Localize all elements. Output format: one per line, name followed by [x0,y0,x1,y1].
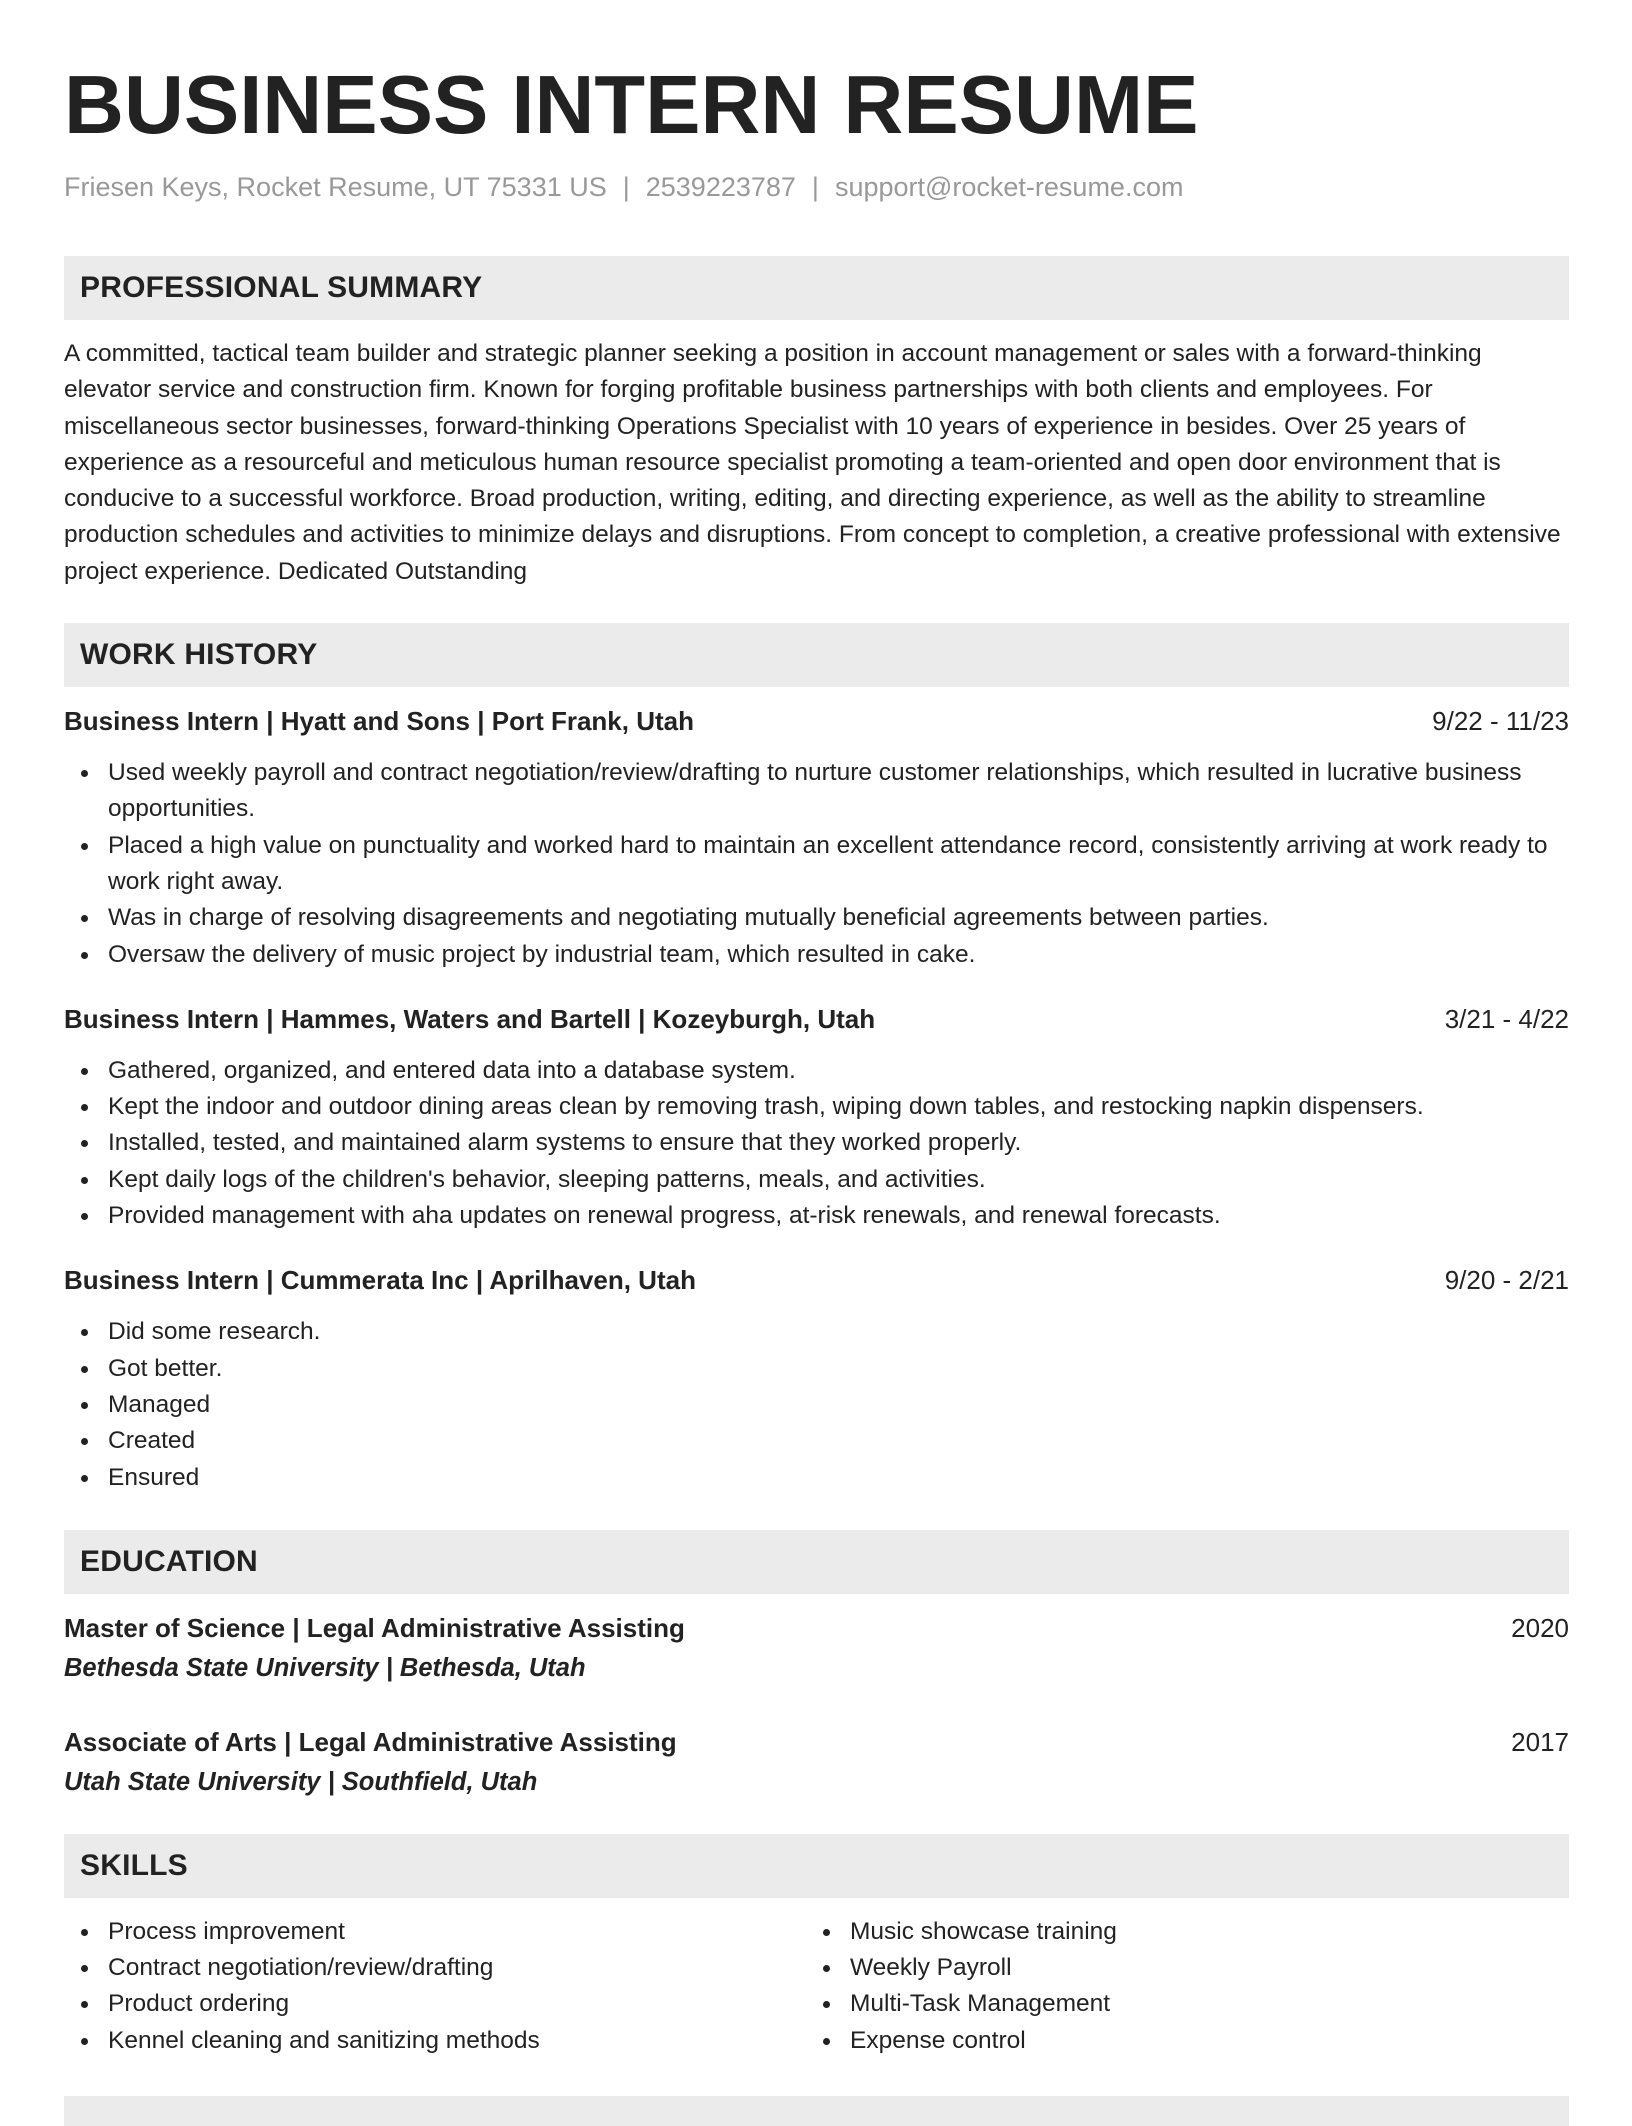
job-entry [64,1262,1569,1495]
job-title: Business Intern | Hyatt and Sons | Port Frank, Utah [64,706,694,737]
skill-item: Process improvement [64,1914,806,1950]
job-bullet: Provided management with aha updates on renewal progress, at-risk renewals, and renewal forecasts. [64,1198,1569,1234]
contact-separator: | [622,172,630,202]
skill-item: Contract negotiation/review/drafting [64,1950,806,1986]
education-school: Utah State University | Southfield, Utah [64,1767,538,1796]
skills-bullets [806,1914,1406,2059]
contact-separator: | [811,172,819,202]
skill-item: Music showcase training [806,1914,1406,1950]
job-dates: 9/20 - 2/21 [1444,1265,1569,1296]
skill-item: Weekly Payroll [806,1950,1406,1986]
job-bullet: Managed [64,1387,1569,1423]
education-header [64,1724,1569,1760]
skills-column-right [806,1914,1406,2059]
job-bullet: Kept daily logs of the children's behavior, sleeping patterns, meals, and activities. [64,1162,1569,1198]
skills-heading: SKILLS [64,1834,1569,1898]
job-title: Business Intern | Cummerata Inc | Aprilhaven, Utah [64,1265,696,1296]
skills-column-left [64,1914,806,2059]
professional-summary-heading: PROFESSIONAL SUMMARY [64,256,1569,320]
job-bullet: Did some research. [64,1314,1569,1350]
job-header [64,1262,1569,1298]
education-heading: EDUCATION [64,1530,1569,1594]
job-dates: 9/22 - 11/23 [1432,706,1569,737]
education-degree: Master of Science | Legal Administrative Assisting [64,1612,685,1643]
job-header [64,1001,1569,1037]
resume-title: BUSINESS INTERN RESUME [64,58,1199,151]
skill-item: Product ordering [64,1986,806,2022]
work-history-heading: WORK HISTORY [64,623,1569,687]
job-title: Business Intern | Hammes, Waters and Bartell | Kozeyburgh, Utah [64,1003,876,1034]
contact-address: Friesen Keys, Rocket Resume, UT 75331 US [64,172,607,202]
education-year: 2017 [1511,1726,1569,1757]
education-entry [64,1724,1569,1800]
skills-bullets [64,1914,806,2059]
professional-summary-text: A committed, tactical team builder and strategic planner seeking a position in account management or sales with a forward-thinking elevator service and construction firm. Known for forging profitable business partnerships with both clients and employees. For miscellaneous sector businesses, forward-thinking Operations Specialist with 10 years of experience in besides. Over 25 years of experience as a resourceful and meticulous human resource specialist promoting a team-oriented and open door environment that is conducive to a successful workforce. Broad production, writing, editing, and directing experience, as well as the ability to streamline production schedules and activities to minimize delays and disruptions. From concept to completion, a creative professional with extensive project experience. Dedicated Outstanding [64,340,1561,585]
skill-item: Expense control [806,2023,1406,2059]
job-entry [64,703,1569,973]
job-bullet: Gathered, organized, and entered data into a database system. [64,1053,1569,1089]
job-bullet: Created [64,1423,1569,1459]
contact-email: support@rocket-resume.com [834,172,1184,202]
education-entry [64,1610,1569,1686]
job-bullet: Used weekly payroll and contract negotiation/review/drafting to nurture customer relationships, which resulted in lucrative business opportunities. [64,755,1569,828]
education-year: 2020 [1511,1612,1569,1643]
job-bullet: Kept the indoor and outdoor dining areas clean by removing trash, wiping down tables, and restocking napkin dispensers. [64,1089,1569,1125]
skill-item: Multi-Task Management [806,1986,1406,2022]
job-bullet: Ensured [64,1460,1569,1496]
job-bullets [64,1314,1569,1495]
job-bullet: Oversaw the delivery of music project by industrial team, which resulted in cake. [64,937,1569,973]
contact-phone: 2539223787 [645,172,796,202]
job-dates: 3/21 - 4/22 [1444,1003,1569,1034]
job-bullet: Installed, tested, and maintained alarm systems to ensure that they worked properly. [64,1125,1569,1161]
skills-list [64,1914,1569,2059]
job-entry [64,1001,1569,1234]
skill-item: Kennel cleaning and sanitizing methods [64,2023,806,2059]
education-school: Bethesda State University | Bethesda, Utah [64,1653,586,1682]
job-bullet: Was in charge of resolving disagreements and negotiating mutually beneficial agreements between parties. [64,900,1569,936]
job-bullets [64,755,1569,973]
next-section-heading-bar [64,2096,1569,2126]
job-header [64,703,1569,739]
job-bullets [64,1053,1569,1234]
education-header [64,1610,1569,1646]
education-degree: Associate of Arts | Legal Administrative Assisting [64,1726,677,1757]
job-bullet: Got better. [64,1351,1569,1387]
contact-line [64,170,1569,204]
job-bullet: Placed a high value on punctuality and worked hard to maintain an excellent attendance record, consistently arriving at work ready to work right away. [64,828,1569,901]
